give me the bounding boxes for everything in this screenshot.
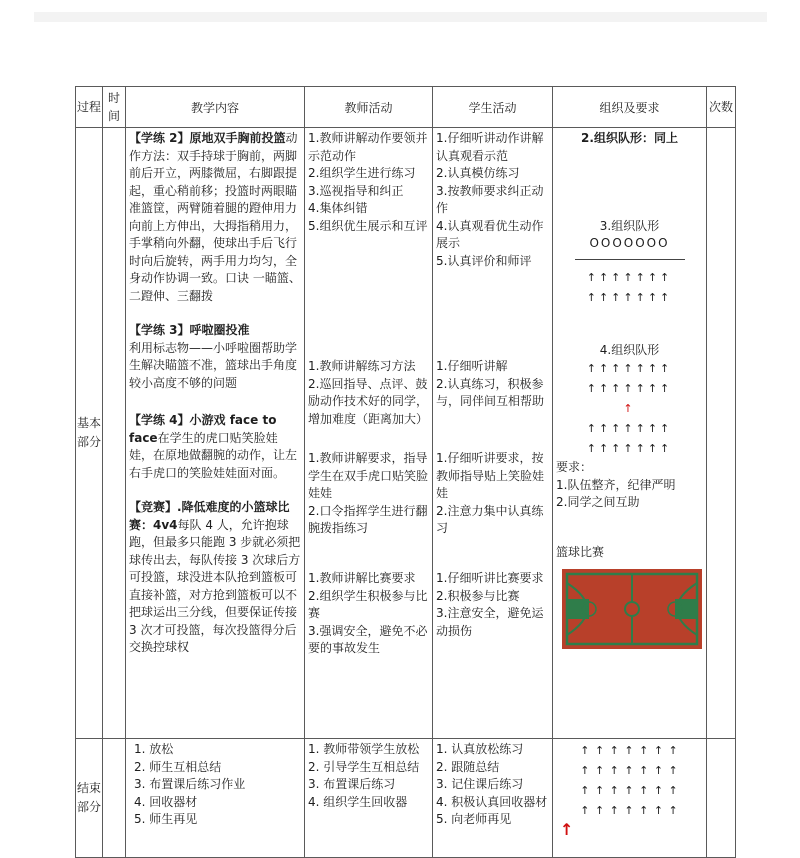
end-content-item: 5. 师生再见 [134,812,198,826]
teacher-block [308,450,429,570]
teacher-item: 3.强调安全，避免不必要的事故发生 [308,623,428,655]
end-student-item: 4. 积极认真回收器材 [436,794,548,809]
content-block [129,130,301,305]
end-teacher-item: 4. 组织学生回收器 [308,794,408,809]
basketball-court-icon [562,569,702,649]
teacher-block [308,358,429,450]
content-title: 【竞赛】.降低难度的小篮球比赛：4v4 [129,500,290,532]
end-content-item: 1. 放松 [134,742,174,756]
content-text: 利用标志物——小呼啦圈帮助学生解决瞄篮不准，篮球出手角度较小高度不够的问题 [129,340,298,390]
content-block [129,499,301,657]
student-item: 2.积极参与比赛 [436,588,520,603]
student-item: 2.认真练习，积极参与，同伴间互相帮助 [436,376,545,408]
content-text: 在学生的虎口贴笑脸娃娃，在原地做翻腕的动作，让左右手虎口的笑脸娃娃面对面。 [129,430,298,480]
header-content: 教学内容 [126,87,305,128]
students-row: ↑↑↑↑↑↑↑ [586,442,673,455]
content-cell-basic [126,128,305,739]
end-student-item: 1. 认真放松练习 [436,742,524,756]
student-item: 1.仔细听讲解 [436,359,508,373]
students-row: ↑↑↑↑↑↑↑ [586,422,673,435]
teacher-item: 1.教师讲解要求，指导学生在双手虎口贴笑脸娃娃 [308,451,429,500]
section-label-end: 结束部分 [76,739,103,858]
end-student-item: 2. 跟随总结 [436,759,500,774]
circles-row: OOOOOOO [589,236,670,250]
top-bar [34,12,767,22]
time-cell-basic [103,128,126,739]
requirement-item: 1.队伍整齐，纪律严明 [556,477,676,492]
content-text: 动作方法：双手持球于胸前，两脚前后开立，两膝微屈，右脚跟提起，重心稍前移；投篮时两眼瞄准篮筐，两臂随着腿的蹬伸用力向前上方伸出，大拇指稍用力，手掌稍向外翻，使球出手后飞行时向后旋转，两手用力均匀，全身动作协调一致。口诀 一瞄篮、二蹬伸、三翻拨 [129,131,301,303]
content-title: 【学练 3】呼啦圈投准 [129,323,250,337]
teacher-block [308,130,429,358]
student-item: 2.注意力集中认真练习 [436,503,544,535]
students-row: ↑ ↑ ↑ ↑ ↑ ↑ ↑ [580,804,679,817]
students-row: ↑↑↑↑↑↑↑ [586,362,673,375]
formation-2-label: 2.组织队形：同上 [581,131,678,145]
end-content-item: 3. 布置课后练习作业 [134,777,246,791]
content-block [129,322,301,392]
teacher-item: 2.组织学生进行练习 [308,166,416,180]
header-process: 过程 [76,87,103,128]
student-item: 3.按教师要求纠正动作 [436,183,544,215]
header-organization: 组织及要求 [553,87,707,128]
student-item: 1.仔细听讲动作讲解认真观看示范 [436,131,544,163]
students-row: ↑↑↑↑↑↑↑ [586,382,673,395]
student-item: 2.认真模仿练习 [436,166,520,180]
formation-3-label: 3.组织队形 [599,218,660,233]
content-title: 【学练 2】原地双手胸前投篮 [129,131,286,145]
student-cell-basic [433,128,553,739]
basic-section-row [76,128,736,739]
content-cell-end [126,739,305,858]
header-row [76,87,736,128]
end-teacher-item: 3. 布置课后练习 [308,777,396,791]
organization-cell-end [553,739,707,858]
end-teacher-item: 1. 教师带领学生放松 [308,742,420,756]
students-row: ↑ ↑ ↑ ↑ ↑ ↑ ↑ [580,764,679,777]
count-cell-basic [707,128,736,739]
formation-4-label: 4.组织队形 [599,342,660,357]
end-content-item: 2. 师生互相总结 [134,759,222,774]
teacher-item: 2.口令指挥学生进行翻腕拨指练习 [308,503,428,535]
lesson-plan-table [75,86,736,858]
content-title: 【学练 4】小游戏 face to face [129,413,277,445]
end-content-item: 4. 回收器材 [134,794,198,809]
header-time: 时间 [103,87,126,128]
end-teacher-item: 2. 引导学生互相总结 [308,759,420,774]
game-label: 篮球比赛 [556,544,605,559]
student-item: 4.认真观看优生动作展示 [436,218,544,250]
content-text: 每队 4 人，允许抱球跑，但最多只能跑 3 步就必须把球传出去，每队传接 3 次球后方可投篮，球没进本队抢到篮板可直接补篮，对方抢到篮板可以不把球运出三分线，但要保证传接 3 次才可投篮，每次投篮得分后交换控球权 [129,517,301,654]
teacher-item: 5.组织优生展示和互评 [308,218,428,233]
teacher-item: 1.教师讲解比赛要求 [308,571,416,585]
end-student-item: 3. 记住课后练习 [436,777,524,791]
end-section-row [76,739,736,858]
teacher-item: 1.教师讲解练习方法 [308,359,416,373]
header-count: 次数 [707,87,736,128]
student-block [436,450,549,570]
student-item: 1.仔细听讲要求，按教师指导贴上笑脸娃娃 [436,451,545,500]
students-row: ↑ ↑ ↑ ↑ ↑ ↑ ↑ [580,784,679,797]
students-row: ↑ ↑ ↑ ↑ ↑ ↑ ↑ [580,744,679,757]
requirements-title: 要求： [556,460,593,474]
student-item: 3.注意安全，避免运动损伤 [436,606,544,638]
teacher-marker-icon: ↑ [623,402,636,415]
student-item: 5.认真评价和师评 [436,253,532,268]
students-row: ↑↑↑↑↑↑↑ [586,290,673,304]
student-block [436,570,549,640]
teacher-block [308,570,429,658]
count-cell-end [707,739,736,858]
section-label-basic: 基本部分 [76,128,103,739]
teacher-marker-icon: ↑ [560,820,574,839]
time-cell-end [103,739,126,858]
teacher-item: 2.巡回指导、点评、鼓励动作技术好的同学，增加难度（距离加大） [308,376,429,426]
students-row: ↑↑↑↑↑↑↑ [586,270,673,284]
content-block [129,412,301,482]
organization-cell-basic [553,128,707,739]
student-cell-end [433,739,553,858]
divider-line [575,259,685,260]
requirement-item: 2.同学之间互助 [556,495,640,509]
teacher-item: 2.组织学生积极参与比赛 [308,588,428,620]
student-block [436,358,549,450]
teacher-item: 3.巡视指导和纠正 [308,183,404,198]
end-student-item: 5. 向老师再见 [436,812,512,826]
student-item: 1.仔细听讲比赛要求 [436,571,544,585]
teacher-cell-end [305,739,433,858]
header-student: 学生活动 [433,87,553,128]
teacher-item: 4.集体纠错 [308,201,368,215]
student-block [436,130,549,358]
teacher-item: 1.教师讲解动作要领并示范动作 [308,131,428,163]
teacher-cell-basic [305,128,433,739]
header-teacher: 教师活动 [305,87,433,128]
